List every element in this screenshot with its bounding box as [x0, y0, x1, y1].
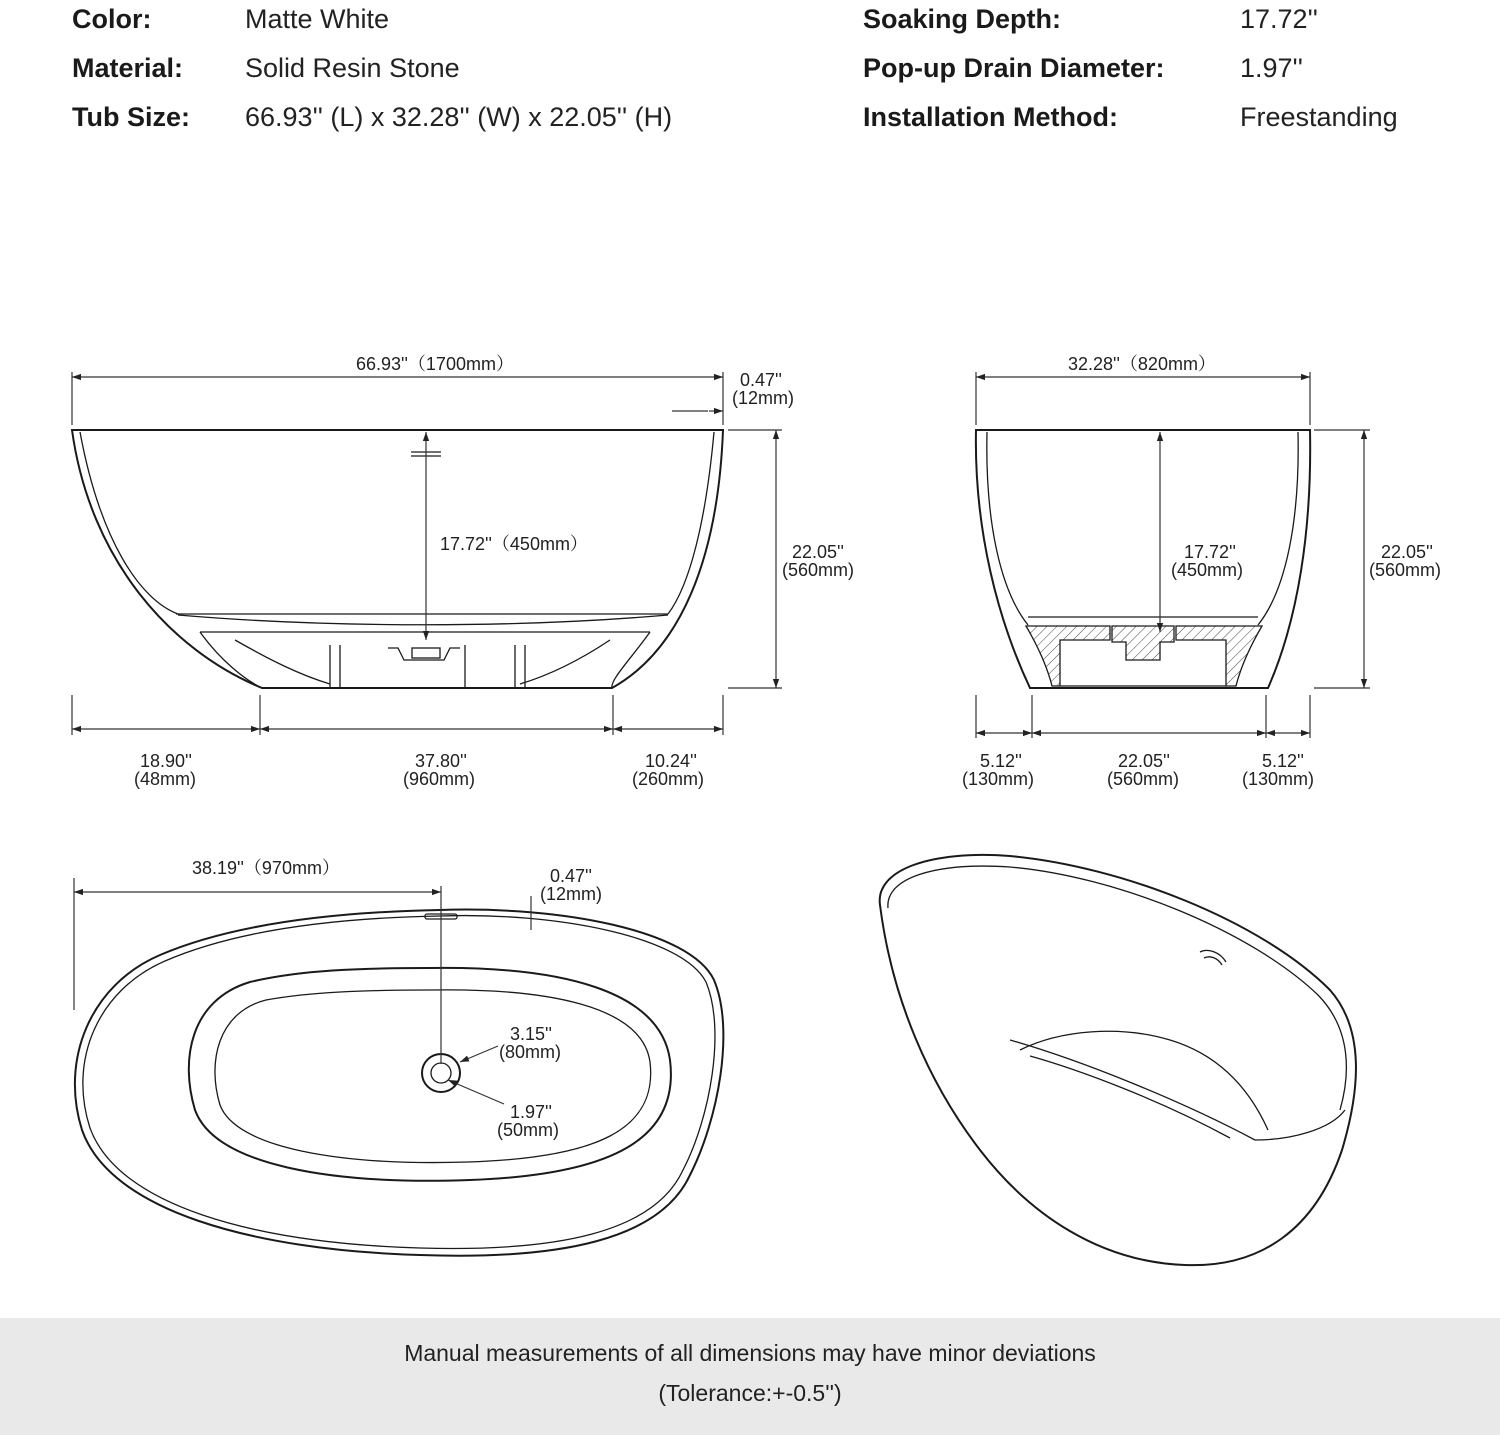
side-base-in: 37.80'' — [415, 751, 467, 771]
end-left-in: 5.12'' — [980, 751, 1022, 771]
end-right-in: 5.12'' — [1262, 751, 1304, 771]
end-base-mm: (560mm) — [1107, 769, 1180, 789]
spec-label-material: Material: — [72, 53, 184, 83]
spec-value-installation: Freestanding — [1240, 102, 1398, 132]
spec-label-color: Color: — [72, 4, 152, 34]
spec-label-installation: Installation Method: — [863, 102, 1118, 132]
top-view-inner-basin — [189, 968, 671, 1181]
side-view-outline — [72, 430, 723, 688]
top-outer-drain-mm: (80mm) — [499, 1042, 561, 1062]
side-view — [72, 354, 854, 789]
top-rim-in: 0.47'' — [550, 866, 592, 886]
end-height-mm: (560mm) — [1369, 560, 1442, 580]
perspective-outer-shell — [880, 855, 1356, 1265]
end-depth-in: 17.72'' — [1184, 542, 1236, 562]
end-view — [962, 354, 1441, 789]
spec-label-soaking-depth: Soaking Depth: — [863, 4, 1062, 34]
side-rim-mm: (12mm) — [732, 388, 794, 408]
side-height-in: 22.05'' — [792, 542, 844, 562]
spec-value-drain-diameter: 1.97'' — [1240, 53, 1303, 83]
tolerance-note-line2: (Tolerance:+-0.5'') — [658, 1380, 842, 1406]
side-base-mm: (960mm) — [403, 769, 476, 789]
spec-value-color: Matte White — [245, 4, 390, 34]
tolerance-note — [0, 1318, 1500, 1435]
end-left-mm: (130mm) — [962, 769, 1035, 789]
top-drain-offset-label: 38.19''（970mm） — [192, 858, 340, 878]
top-outer-drain-in: 3.15'' — [510, 1024, 552, 1044]
end-depth-mm: (450mm) — [1171, 560, 1244, 580]
end-right-mm: (130mm) — [1242, 769, 1315, 789]
end-base-in: 22.05'' — [1118, 751, 1170, 771]
spec-value-material: Solid Resin Stone — [245, 53, 460, 83]
side-depth-label: 17.72''（450mm） — [440, 534, 588, 554]
spec-label-tub-size: Tub Size: — [72, 102, 190, 132]
top-rim-mm: (12mm) — [540, 884, 602, 904]
end-height-in: 22.05'' — [1381, 542, 1433, 562]
spec-value-tub-size: 66.93'' (L) x 32.28'' (W) x 22.05'' (H) — [245, 102, 673, 132]
tolerance-note-line1: Manual measurements of all dimensions may have minor deviations — [404, 1340, 1096, 1366]
perspective-view — [880, 855, 1356, 1265]
side-length-label: 66.93''（1700mm） — [356, 354, 514, 374]
side-left-in: 18.90'' — [140, 751, 192, 771]
spec-label-drain-diameter: Pop-up Drain Diameter: — [863, 53, 1165, 83]
end-width-label: 32.28''（820mm） — [1068, 354, 1216, 374]
side-rim-in: 0.47'' — [740, 370, 782, 390]
top-inner-drain-in: 1.97'' — [510, 1102, 552, 1122]
side-height-mm: (560mm) — [782, 560, 855, 580]
side-right-mm: (260mm) — [632, 769, 705, 789]
spec-value-soaking-depth: 17.72'' — [1240, 4, 1318, 34]
top-view — [74, 858, 723, 1256]
side-right-in: 10.24'' — [645, 751, 697, 771]
side-left-mm: (48mm) — [134, 769, 196, 789]
top-inner-drain-mm: (50mm) — [497, 1120, 559, 1140]
